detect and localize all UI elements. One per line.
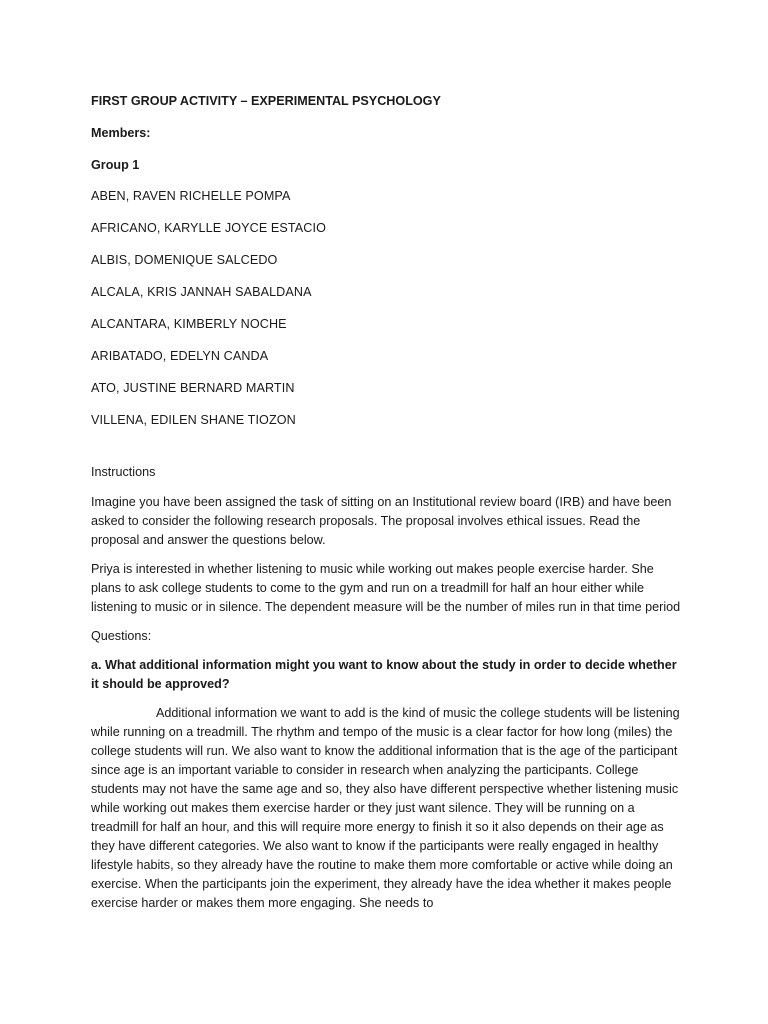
- instructions-paragraph: Imagine you have been assigned the task of sitting on an Institutional review board (IRB) and have been asked to consider the following research proposals. The proposal involves ethical issues. Read the proposal and answer the questions below.: [91, 495, 672, 547]
- section-spacer: [91, 443, 681, 463]
- questions-heading: Questions:: [91, 629, 152, 643]
- member-name: ABEN, RAVEN RICHELLE POMPA: [91, 189, 291, 203]
- answer-a: Additional information we want to add is the kind of music the college students will be listening while running on a treadmill. The rhythm and tempo of the music is a clear factor for how long (miles) the college students will run. We also want to know the additional information that is the age of the participant since age is an important variable to consider in research when analyzing the participants. College students may not have the same age and so, they also have different perspective whether listening music while working out makes them exercise harder or they just want silence. They will be running on a treadmill for half an hour, and this will require more energy to finish it so it also depends on their age as they have different categories. We also want to know if the participants were really engaged in healthy lifestyle habits, so they already have the routine to make them more comfortable or active while doing an exercise. When the participants join the experiment, they already have the idea whether it makes people exercise harder or makes them more engaging. She needs to: [91, 706, 680, 910]
- proposal-paragraph: Priya is interested in whether listening to music while working out makes people exercise harder. She plans to ask college students to come to the gym and run on a treadmill for half an hour either while listening to music or in silence. The dependent measure will be the number of miles run in that time period: [91, 562, 681, 614]
- document-body: [91, 92, 681, 913]
- member-name: ALBIS, DOMENIQUE SALCEDO: [91, 253, 278, 267]
- member-name: ALCALA, KRIS JANNAH SABALDANA: [91, 285, 312, 299]
- document-title: FIRST GROUP ACTIVITY – EXPERIMENTAL PSYCHOLOGY: [91, 94, 441, 108]
- member-name: ARIBATADO, EDELYN CANDA: [91, 349, 269, 363]
- member-name: VILLENA, EDILEN SHANE TIOZON: [91, 413, 296, 427]
- member-name: ATO, JUSTINE BERNARD MARTIN: [91, 381, 295, 395]
- question-a: a. What additional information might you want to know about the study in order to decide whether it should be approved?: [91, 658, 677, 691]
- members-label: Members:: [91, 126, 151, 140]
- member-name: AFRICANO, KARYLLE JOYCE ESTACIO: [91, 221, 326, 235]
- member-list: [91, 187, 681, 430]
- member-name: ALCANTARA, KIMBERLY NOCHE: [91, 317, 287, 331]
- group-label: Group 1: [91, 158, 140, 172]
- instructions-heading: Instructions: [91, 465, 156, 479]
